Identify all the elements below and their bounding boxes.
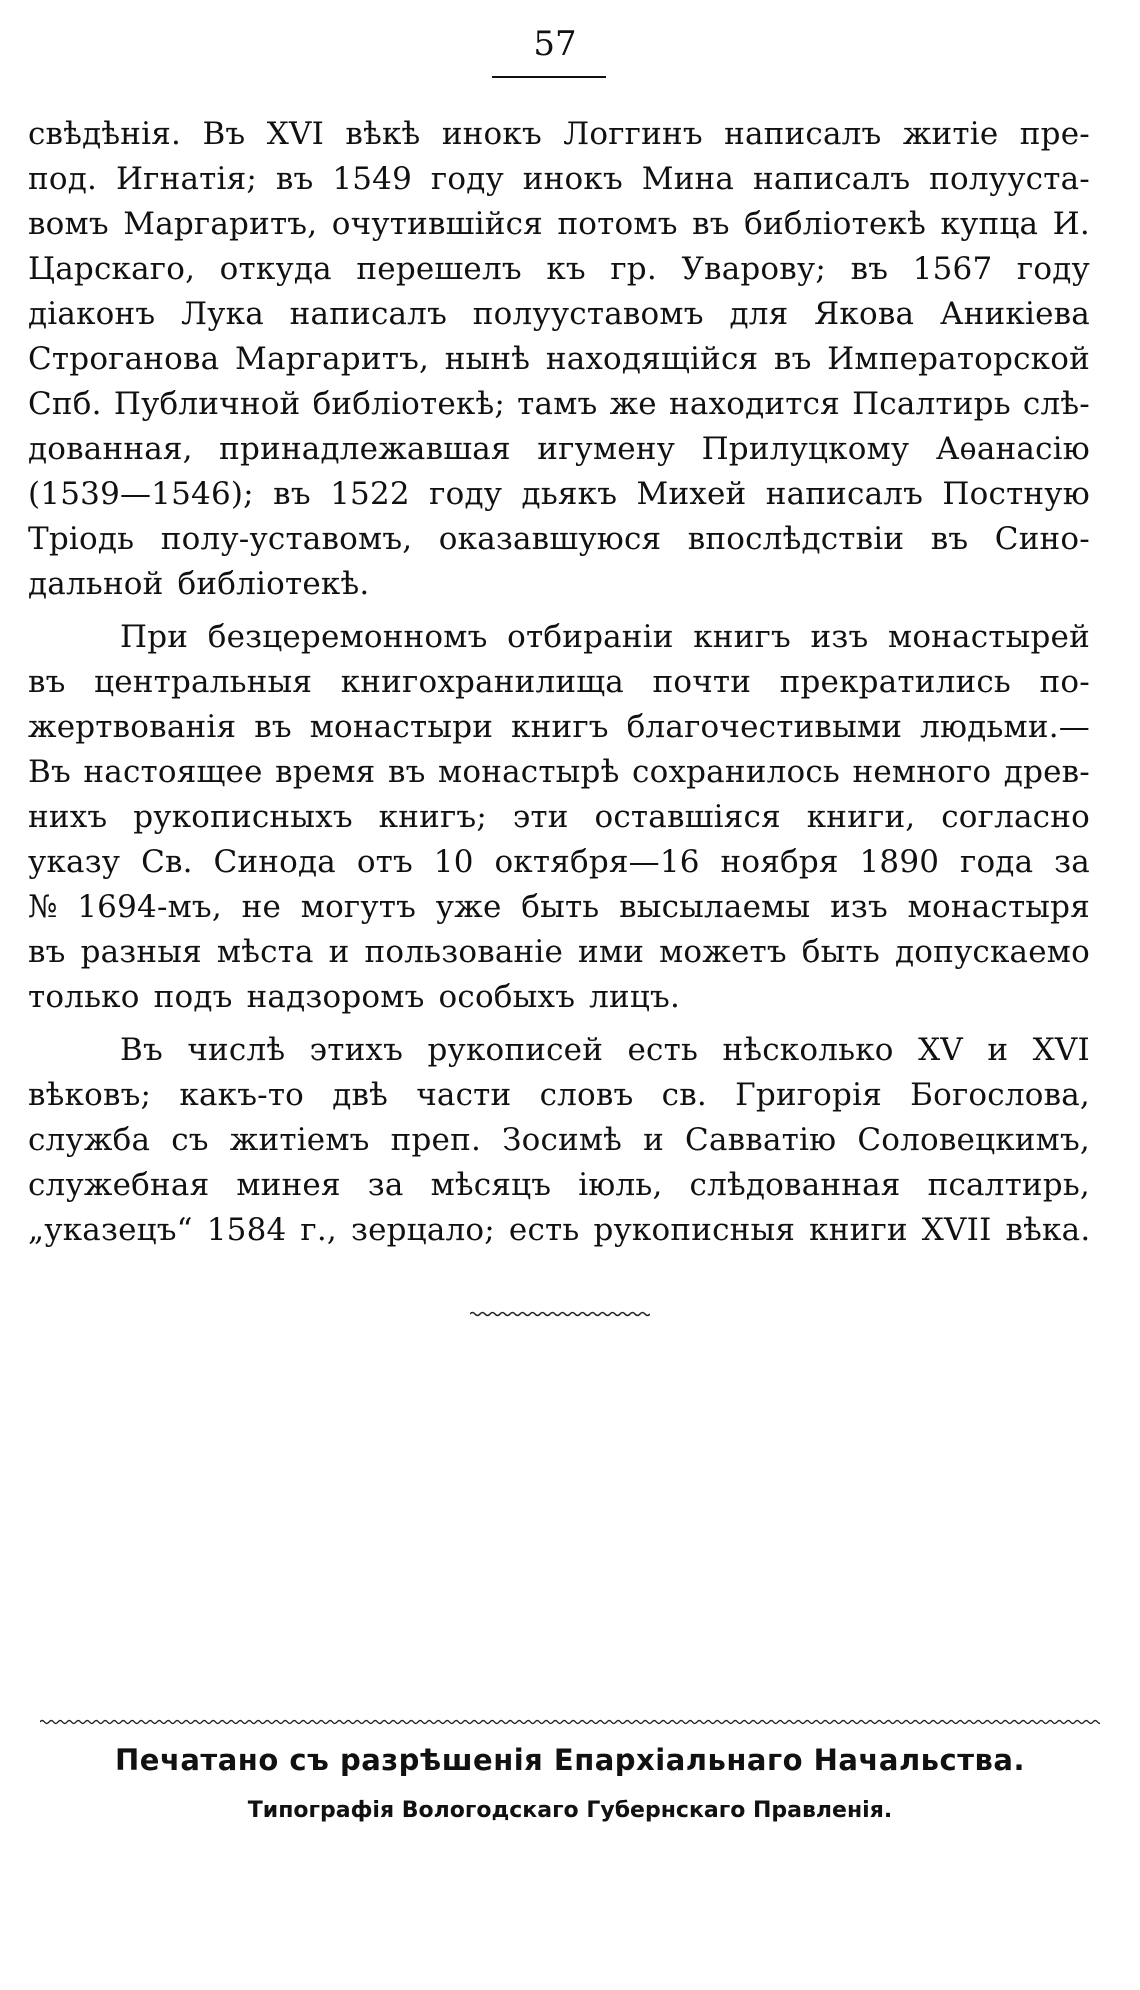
text-line: При безцеремонномъ отбираніи книгъ изъ монастырей (120, 619, 1090, 655)
paragraph (28, 112, 1090, 607)
paragraph (28, 615, 1090, 1020)
text-line: діаконъ Лука написалъ полууставомъ для Якова Аникіева (28, 296, 1090, 332)
text-line: вомъ Маргаритъ, очутившійся потомъ въ библіотекѣ купца И. (28, 206, 1090, 242)
text-line: дованная, принадлежавшая игумену Прилуцкому Аѳанасію (28, 431, 1090, 467)
text-line: Спб. Публичной библіотекѣ; тамъ же находится Псалтирь слѣ- (28, 386, 1090, 422)
text-line: служба съ житіемъ преп. Зосимѣ и Савватію Соловецкимъ, (28, 1122, 1090, 1158)
text-line: № 1694-мъ, не могутъ уже быть высылаемы изъ монастыря (28, 889, 1090, 925)
text-line: нихъ рукописныхъ книгъ; эти оставшіяся книги, согласно (28, 799, 1090, 835)
text-line: Строганова Маргаритъ, нынѣ находящійся въ Императорской (28, 341, 1090, 377)
text-line: дальной библіотекѣ. (28, 566, 370, 602)
text-line: Царскаго, откуда перешелъ къ гр. Уварову; въ 1567 году (28, 251, 1090, 287)
imprint-title: Печатано съ разрѣшенія Епархіальнаго Начальства. (115, 1743, 1025, 1777)
text-line: под. Игнатія; въ 1549 году инокъ Мина написалъ полууста- (28, 161, 1090, 197)
text-line: указу Св. Синода отъ 10 октября—16 ноября 1890 года за (28, 844, 1090, 880)
paragraph-gap (28, 1020, 1090, 1028)
text-line: (1539—1546); въ 1522 году дьякъ Михей написалъ Постную (28, 476, 1090, 512)
text-line: Въ числѣ этихъ рукописей есть нѣсколько XV и XVI (120, 1032, 1090, 1068)
text-line: Тріодь полу-уставомъ, оказавшуюся впослѣдствіи въ Сино- (28, 521, 1090, 557)
text-line: въ разныя мѣста и пользованіе ими можетъ быть допускаемо (28, 934, 1090, 970)
text-line: жертвованія въ монастыри книгъ благочестивыми людьми.— (28, 709, 1090, 745)
text-line: Въ настоящее время въ монастырѣ сохранилось немного древ- (28, 754, 1090, 790)
paragraph (28, 1028, 1090, 1253)
footer-ornament-rule (40, 1716, 1100, 1728)
section-end-ornament (470, 1308, 650, 1320)
page-number-rule (492, 76, 606, 78)
text-line: въ центральныя книгохранилища почти прекратились по- (28, 664, 1090, 700)
paragraph-gap (28, 607, 1090, 615)
body-text (28, 112, 1090, 1253)
page-number: 57 (533, 24, 577, 64)
text-line: только подъ надзоромъ особыхъ лицъ. (28, 979, 681, 1015)
text-line: служебная минея за мѣсяцъ іюль, слѣдованная псалтирь, (28, 1167, 1090, 1203)
text-line: вѣковъ; какъ-то двѣ части словъ св. Григорія Богослова, (28, 1077, 1090, 1113)
text-line: „указецъ“ 1584 г., зерцало; есть рукописныя книги XVII вѣка. (28, 1212, 1091, 1248)
text-line: свѣдѣнія. Въ XVI вѣкѣ инокъ Логгинъ написалъ житіе пре- (28, 116, 1090, 152)
printer-line: Типографія Вологодскаго Губернскаго Правленія. (247, 1798, 893, 1823)
